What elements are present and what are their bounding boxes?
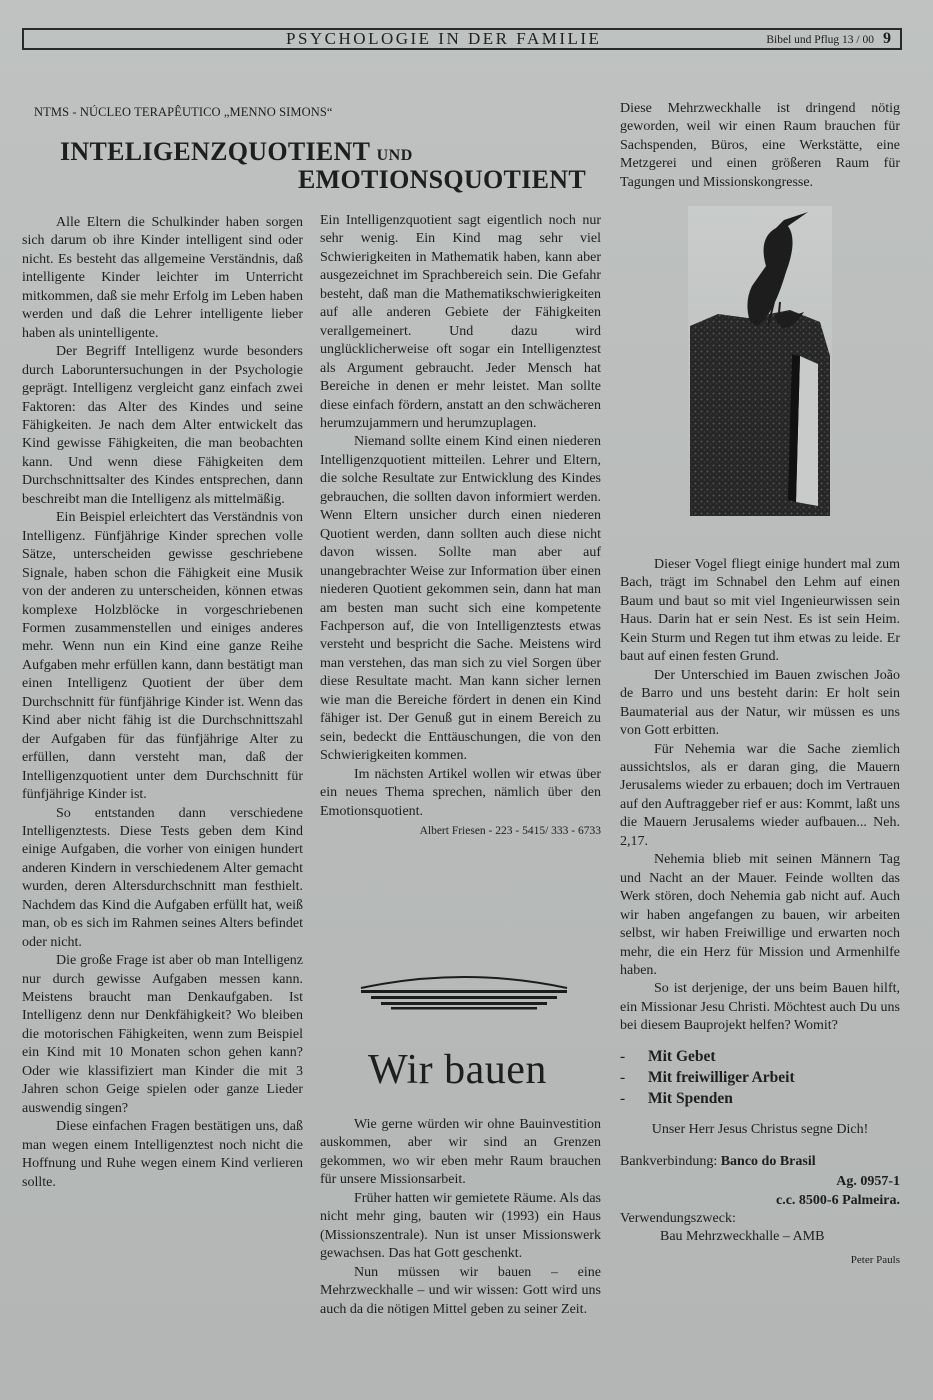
- paragraph: Die große Frage ist aber ob man Intelligenz nur durch gewisse Aufgaben messen kann. Meistens braucht man Denkaufgaben. Ist Intelligenz denn nur Denkfähigkeit? Wo bleiben die motorischen Fähigkeiten, wenn zum Beispiel ein Kind mit 10 Monaten schon gehen kann? Oder wie klassifiziert man Kinder die mit 3 Jahren schon Geige spielen oder ganze Lieder auswendig singen?: [22, 953, 303, 1116]
- article-kicker: NTMS - NÚCLEO TERAPÊUTICO „MENNO SIMONS“: [34, 105, 333, 119]
- paragraph: Ein Beispiel erleichtert das Verständnis von Intelligenz. Fünfjährige Kinder sprechen volle Sätze, unterscheiden gewisse geschriebene Signale, haben schon die Fähigkeit eine Musik von der anderen zu unterscheiden, können etwas komplexe Holzblöcke in vorgeschriebenen Formen zusammenstellen und einiges anderes mehr. Wenn nun ein Kind eine ganze Reihe Aufgaben mehr erfüllen kann, dann bestätigt man einen Intelligenz Quotient der über dem Durchschnitt für fünfjährige Kinder ist. Wenn das Kind aber nicht fähig ist die Durchschnittszahl der Aufgaben für das fünfjährige Alter zu erfüllen, dann versteht man, daß der Intelligenzquotient unter dem Durchschnitt für fünfjährige Kinder ist.: [22, 510, 303, 803]
- page-number: 9: [883, 30, 891, 47]
- purpose-text: Bau Mehrzweckhalle – AMB: [660, 1229, 825, 1245]
- bank-line: [620, 1153, 900, 1171]
- paragraph: Für Nehemia war die Sache ziemlich aussichtslos, als er daran ging, die Mauern Jerusalems wieder zu erbauen; doch im Vertrauen auf den Auftraggeber rief er aus: Kommt, laßt uns die Mauern Jerusalems wieder aufbauen... Neh. 2,17.: [620, 741, 900, 849]
- paragraph: Der Begriff Intelligenz wurde besonders durch Laboruntersuchungen in der Psychologie geprägt. Intelligenz vergleicht ganz einfach zwei Faktoren: das Alter des Kindes und seine Fähigkeiten. Je nach dem Alter entwickelt das Kind gewisse Fähigkeiten, die man beobachten kann. Und wenn diese Fähigkeiten dem Durchschnittsalter des Kindes entsprechen, dann beschreibt man die Intelligenz als mittelmäßig.: [22, 344, 303, 507]
- headline-word-1: INTELIGENZQUOTIENT: [60, 137, 370, 166]
- paragraph: Im nächsten Artikel wollen wir etwas über ein neues Thema sprechen, nämlich über den Emotionsquotient.: [320, 766, 601, 819]
- article2-column-2: [620, 556, 900, 1269]
- paragraph: Nehemia blieb mit seinen Männern Tag und Nacht an der Mauer. Feinde wollten das Werk stören, doch Nehemia gab nicht auf. Auch wir haben angefangen zu bauen, wir arbeiten selbst, wir haben Freiwillige und erwarten noch mehr, die ein Herz für Mission und Armenhilfe haben.: [620, 852, 900, 978]
- bank-label: Bankverbindung:: [620, 1154, 718, 1170]
- page-header: [22, 28, 902, 50]
- bank-account: c.c. 8500-6 Palmeira.: [775, 1192, 900, 1208]
- bank-agency: Ag. 0957-1: [836, 1173, 900, 1189]
- author-signature: Albert Friesen - 223 - 5415/ 333 - 6733: [419, 824, 601, 837]
- paragraph: Wie gerne würden wir ohne Bauinvestition auskommen, aber wir sind an Grenzen gekommen, wo wir eben mehr Raum brauchen für unsere Missionsarbeit.: [320, 1117, 601, 1188]
- bank-details: [620, 1153, 900, 1269]
- paragraph: Früher hatten wir gemietete Räume. Als das nicht mehr ging, bauten wir (1993) ein Haus (Missionszentrale). Nun ist unser Missionswerk gewachsen. Das hat Gott geschenkt.: [320, 1190, 601, 1262]
- paragraph: Dieser Vogel fliegt einige hundert mal zum Bach, trägt im Schnabel den Lehm auf einen Baum und baut so mit viel Ingenieurwissen sein Haus. Darin hat er sein Nest. Es ist sein Heim. Kein Sturm und Regen tut ihm etwas zu leide. Er baut auf einen festen Grund.: [620, 557, 900, 665]
- author-signature-2: Peter Pauls: [850, 1253, 900, 1266]
- bank-name: Banco do Brasil: [720, 1154, 816, 1170]
- article2-title: Wir bauen: [368, 1047, 547, 1093]
- mission-logo: [357, 970, 571, 1010]
- paragraph: So ist derjenige, der uns beim Bauen hilft, ein Missionar Jesu Christi. Möchtest auch Du uns bei diesem Bauprojekt helfen? Womit?: [620, 981, 900, 1034]
- list-item: - Mit Spenden: [620, 1088, 900, 1109]
- list-item: - Mit freiwilliger Arbeit: [620, 1067, 900, 1088]
- list-item: - Mit Gebet: [620, 1046, 900, 1067]
- headline-und: UND: [376, 147, 413, 164]
- section-title: PSYCHOLOGIE IN DER FAMILIE: [286, 29, 602, 48]
- issue-info: Bibel und Pflug 13 / 00: [766, 34, 874, 46]
- paragraph: Alle Eltern die Schulkinder haben sorgen sich darum ob ihre Kinder intelligent sind oder nicht. Es besteht das allgemeine Verständnis, daß intelligente Kinder leichter im Unterricht mitkommen, daß sie mehr Erfolg im Leben haben werden und daß die Lehrer intelligente lieber haben als unintelligente.: [22, 215, 303, 341]
- article1-column-2: [320, 212, 601, 840]
- paragraph: Ein Intelligenzquotient sagt eigentlich noch nur sehr wenig. Ein Kind mag sehr viel Schwierigkeiten in Mathematik haben, kann aber ausgezeichnet im Sprachbereich sein. Die Gefahr besteht, daß man die Mathematikschwierigkeiten auf alle anderen Gebiete der Fähigkeiten verallgemeinert. Und dazu wird unglücklicherweise oft sogar ein Intelligenztest als Argument gebraucht. Jeder Mensch hat Bereiche in denen er mehr leistet. Man sollte diese einfach fördern, anstatt an den schwächeren herumzujammern und herumzuplagen.: [320, 213, 601, 431]
- paragraph: So entstanden dann verschiedene Intelligenztests. Diese Tests geben dem Kind einige Aufgaben, die vorher von einigen hundert anderen Kindern in verschiedenem Alter gemacht wurden, deren Altersdurchschnitt man festhielt. Nachdem das Kind die Aufgaben erfüllt hat, weiß man, ob es sich im Rahmen seines Alters befindet oder nicht.: [22, 805, 303, 950]
- bird-photo: [688, 206, 832, 516]
- article2-column-1: [320, 1116, 601, 1319]
- paragraph: Diese einfachen Fragen bestätigen uns, daß man wegen einem Intelligenztest noch nicht die Hoffnung und Ruhe wegen einem Kind verlieren sollte.: [22, 1119, 303, 1190]
- paragraph: Diese Mehrzweckhalle ist dringend nötig geworden, weil wir einen Raum brauchen für Sachspenden, Büros, eine Werkstätte, eine Metzgerei und einen größeren Raum für Tagungen und Missionskongresse.: [620, 101, 900, 190]
- blessing-line: Unser Herr Jesus Christus segne Dich!: [651, 1121, 869, 1137]
- paragraph: Niemand sollte einem Kind einen niederen Intelligenzquotient mitteilen. Lehrer und Eltern, die solche Resultate zur Entwicklung des Kindes gebrauchen, die sollten davon informiert werden. Wenn Eltern unsicher durch einen niederen Quotient werden, dann sollten auch diese nicht davon wissen. Sollte man aber auf unangebrachter Weise zur Information über einen niederen Quotient gekommen sein, dann hat man am besten man sucht sich eine kompetente Fachperson auf, die von Intelligenztests etwas versteht und bespricht die Sache. Meistens wird man verstehen, das man sich zu viel Sorgen über diese Resultate macht. Man kann sicher lernen wie man die Bereiche fördert in denen ein Kind fähiger ist. Der Genuß gut in einem Bereich zu sein, bedeckt die Enttäuschungen, die von den Schwierigkeiten kommen.: [320, 434, 601, 764]
- article1-column-1: [22, 214, 303, 1192]
- paragraph: Nun müssen wir bauen – eine Mehrzweckhalle – und wir wissen: Gott wird uns auch da die nötigen Mittel geben zu seiner Zeit.: [320, 1264, 601, 1317]
- paragraph: Der Unterschied im Bauen zwischen João de Barro und uns besteht darin: Er holt sein Baumaterial aus der Natur, wir müssen es uns von Gott erbitten.: [620, 667, 900, 739]
- help-options-list: [620, 1046, 900, 1109]
- purpose-label: Verwendungszweck:: [620, 1210, 736, 1226]
- article2-column-top: [620, 100, 900, 192]
- headline-line-2: EMOTIONSQUOTIENT: [298, 165, 586, 194]
